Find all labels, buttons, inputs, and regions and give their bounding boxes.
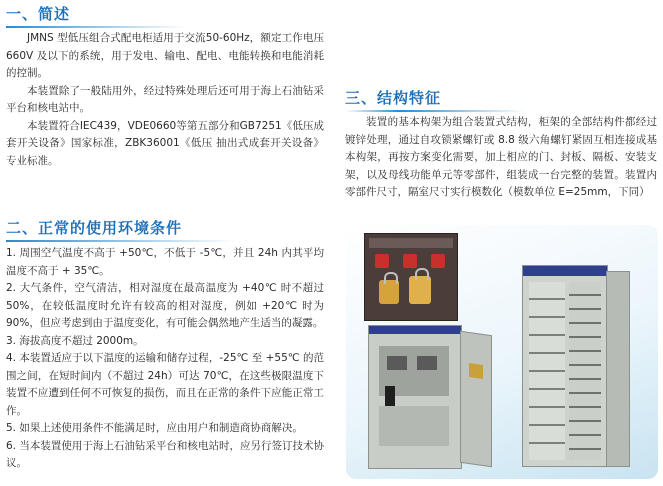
section1-paragraph-2: 本装置除了一般陆用外，经过特殊处理后还可用于海上石油钻采平台和核电站中。 bbox=[6, 84, 324, 114]
section3-title-underline bbox=[345, 110, 525, 112]
section2-title: 二、正常的使用环境条件 bbox=[6, 219, 183, 237]
conditions-list-item: 5. 如果上述使用条件不能满足时，应由用户和制造商协商解决。 bbox=[6, 422, 303, 434]
section1 bbox=[6, 4, 324, 170]
section1-title-underline bbox=[6, 26, 186, 28]
section1-title: 一、简述 bbox=[6, 5, 71, 23]
open-cabinet bbox=[368, 325, 462, 469]
section3-paragraph: 装置的基本构架为组合装置式结构，柜架的全部结构件都经过镀锌处理，通过自攻锁紧螺钉或 8.8 级六角螺钉紧固互相连接成基本构架，再按方案变化需要，加上相应的门、封板、隔板、安装支架，以及母线功能单元等零部件，组装成一台完整的装置。装置内零部件尺寸，隔室尺寸实行模数化（模数单位 E=25mm，下同） bbox=[345, 116, 657, 198]
section3-title: 三、结构特征 bbox=[345, 89, 442, 107]
cabinet-open-door bbox=[460, 331, 492, 467]
section3 bbox=[345, 88, 657, 202]
conditions-list-item: 6. 当本装置使用于海上石油钻采平台和核电站时，应另行签订技术协议。 bbox=[6, 439, 324, 469]
conditions-list bbox=[6, 245, 324, 473]
product-photo bbox=[346, 225, 658, 479]
conditions-list-item: 4. 本装置适应于以下温度的运输和储存过程，-25℃ 至 +55℃ 的范围之间，在短时间内（不超过 24h）可达 70℃，在这些极限温度下装置不应遭到任何不可恢复的损伤，而且在正常的条件下应能正常工作。 bbox=[6, 352, 324, 417]
section2 bbox=[6, 218, 324, 473]
closed-cabinet bbox=[522, 265, 608, 467]
section2-title-underline bbox=[6, 240, 236, 242]
cabinet-side-panel bbox=[606, 271, 630, 467]
section1-paragraph-1: JMNS 型低压组合式配电柜适用于交流50-60Hz，额定工作电压 660V 及以下的系统，用于发电、输电、配电、电能转换和电能消耗的控制。 bbox=[6, 32, 324, 79]
handle-lock-closeup bbox=[364, 233, 458, 321]
conditions-list-item: 2. 大气条件，空气清洁，相对湿度在最高温度为 +40℃ 时不超过 50%，在较低温度时允许有较高的相对湿度，例如 +20℃ 时为 90%，但应考虑到由于温度变化，有可能会偶然地产生适当的凝露。 bbox=[6, 282, 324, 329]
conditions-list-item: 1. 周围空气温度不高于 +50℃，不低于 -5℃，并且 24h 内其平均温度不高于 + 35℃。 bbox=[6, 247, 324, 277]
section1-paragraph-3: 本装置符合IEC439，VDE0660等第五部分和GB7251《低压成套开关设备》国家标准，ZBK36001《低压 抽出式成套开关设备》专业标准。 bbox=[6, 119, 324, 167]
conditions-list-item: 3. 海拔高度不超过 2000m。 bbox=[6, 334, 144, 347]
